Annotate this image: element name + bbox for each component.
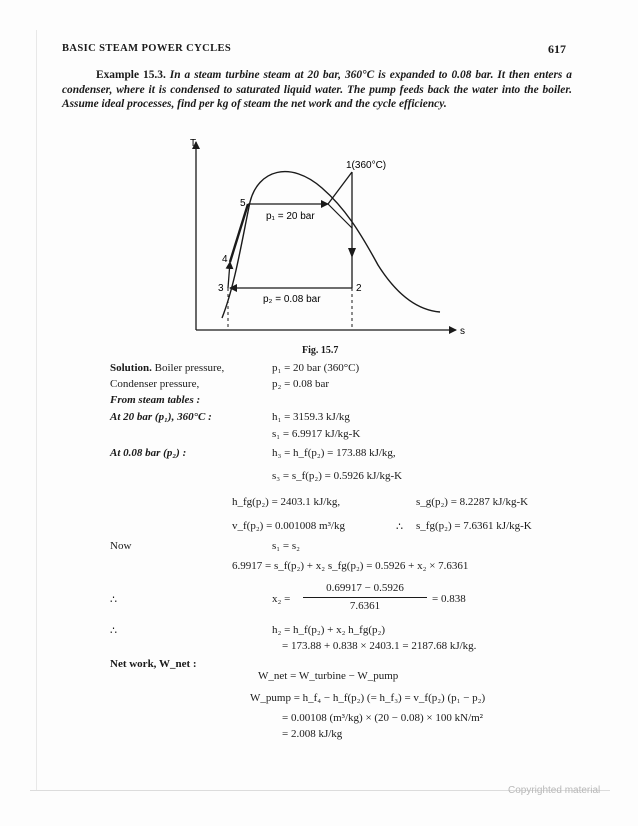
point-1-label: 1(360°C) [346, 160, 387, 171]
x2-denominator: 7.6361 [349, 600, 381, 612]
entropy-balance: 6.9917 = s_f(p₂) + x₂ s_fg(p₂) = 0.5926 + x₂ × 7.6361 [232, 560, 469, 572]
condenser-pressure-value: p₂ = 0.08 bar [272, 378, 330, 390]
ts-diagram-svg [0, 0, 638, 360]
x2-fraction-bar [303, 597, 427, 598]
point-5-label: 5 [240, 198, 246, 209]
therefore-label-2: ∴ [110, 625, 117, 637]
point-3-label: 3 [218, 283, 224, 294]
p2-label: p₂ = 0.08 bar [263, 294, 321, 305]
net-work-formula: W_net = W_turbine − W_pump [258, 670, 399, 682]
x2-numerator: 0.69917 − 0.5926 [326, 582, 404, 594]
s1-value: s₁ = 6.9917 kJ/kg-K [272, 428, 361, 440]
vf-value: v_f(p₂) = 0.001008 m³/kg [232, 520, 345, 532]
isobar-p1-superheat [328, 172, 352, 204]
therefore-symbol: ∴ [396, 521, 403, 533]
x2-rhs: = 0.838 [432, 593, 466, 605]
state-p2-label: At 0.08 bar (p₂) : [110, 447, 187, 459]
pump-work-value: = 2.008 kJ/kg [282, 728, 343, 740]
example-lead: Example 15.3. [96, 69, 166, 81]
figure-caption: Fig. 15.7 [302, 345, 339, 356]
p1-label: p₁ = 20 bar [266, 211, 315, 222]
saturation-dome [222, 172, 440, 318]
h1-value: h₁ = 3159.3 kJ/kg [272, 411, 350, 423]
h2-formula: h₂ = h_f(p₂) + x₂ h_fg(p₂) [272, 624, 385, 636]
page-number: 617 [548, 42, 566, 56]
steam-tables-label: From steam tables : [110, 394, 201, 406]
h3-value: h₃ = h_f(p₂) = 173.88 kJ/kg, [272, 447, 396, 459]
condenser-pressure-label: Condenser pressure, [110, 378, 200, 390]
sg-value: s_g(p₂) = 8.2287 kJ/kg-K [416, 496, 529, 508]
solution-heading: Solution. [110, 362, 152, 374]
point-4-label: 4 [222, 254, 228, 265]
state-1-label: At 20 bar (p₁), 360°C : [110, 411, 212, 423]
pump-3-4 [228, 262, 230, 288]
solution-line-1-label [110, 362, 224, 374]
pump-work-substitution: = 0.00108 (m³/kg) × (20 − 0.08) × 100 kN/m² [282, 712, 483, 724]
pump-work-formula: W_pump = h_f₄ − h_f(p₂) (= h_f₃) = v_f(p₂) (p₁ − p₂) [250, 692, 486, 704]
x2-lhs: x₂ = [272, 593, 291, 605]
boiler-pressure-label: Boiler pressure, [154, 362, 225, 374]
s3-value: s₃ = s_f(p₂) = 0.5926 kJ/kg-K [272, 470, 403, 482]
ts-diagram [0, 0, 638, 365]
net-work-label: Net work, W_net : [110, 658, 197, 670]
sfg-value: s_fg(p₂) = 7.6361 kJ/kg-K [416, 520, 532, 532]
now-label: Now [110, 540, 132, 552]
copyright-watermark: Copyrighted material [508, 785, 601, 796]
s-axis-label: s [460, 326, 465, 337]
isentropic-relation: s₁ = s₂ [272, 540, 300, 552]
h2-value: = 173.88 + 0.838 × 2403.1 = 2187.68 kJ/kg. [282, 640, 477, 652]
boiler-pressure-value: p₁ = 20 bar (360°C) [272, 362, 360, 374]
turbine-arrow [348, 248, 356, 258]
point-2-label: 2 [356, 283, 362, 294]
hfg-value: h_fg(p₂) = 2403.1 kJ/kg, [232, 496, 341, 508]
example-text: In a steam turbine steam at 20 bar, 360°C is expanded to 0.08 bar. It then enters a condenser, where it is condensed to saturated liquid water. The pump feeds back the water into the boiler. Assume ideal processes, find per kg of steam the net work and the cycle efficiency. [62, 69, 572, 111]
therefore-label-1: ∴ [110, 594, 117, 606]
running-header: BASIC STEAM POWER CYCLES [62, 43, 232, 54]
t-axis-label: T [190, 138, 197, 149]
